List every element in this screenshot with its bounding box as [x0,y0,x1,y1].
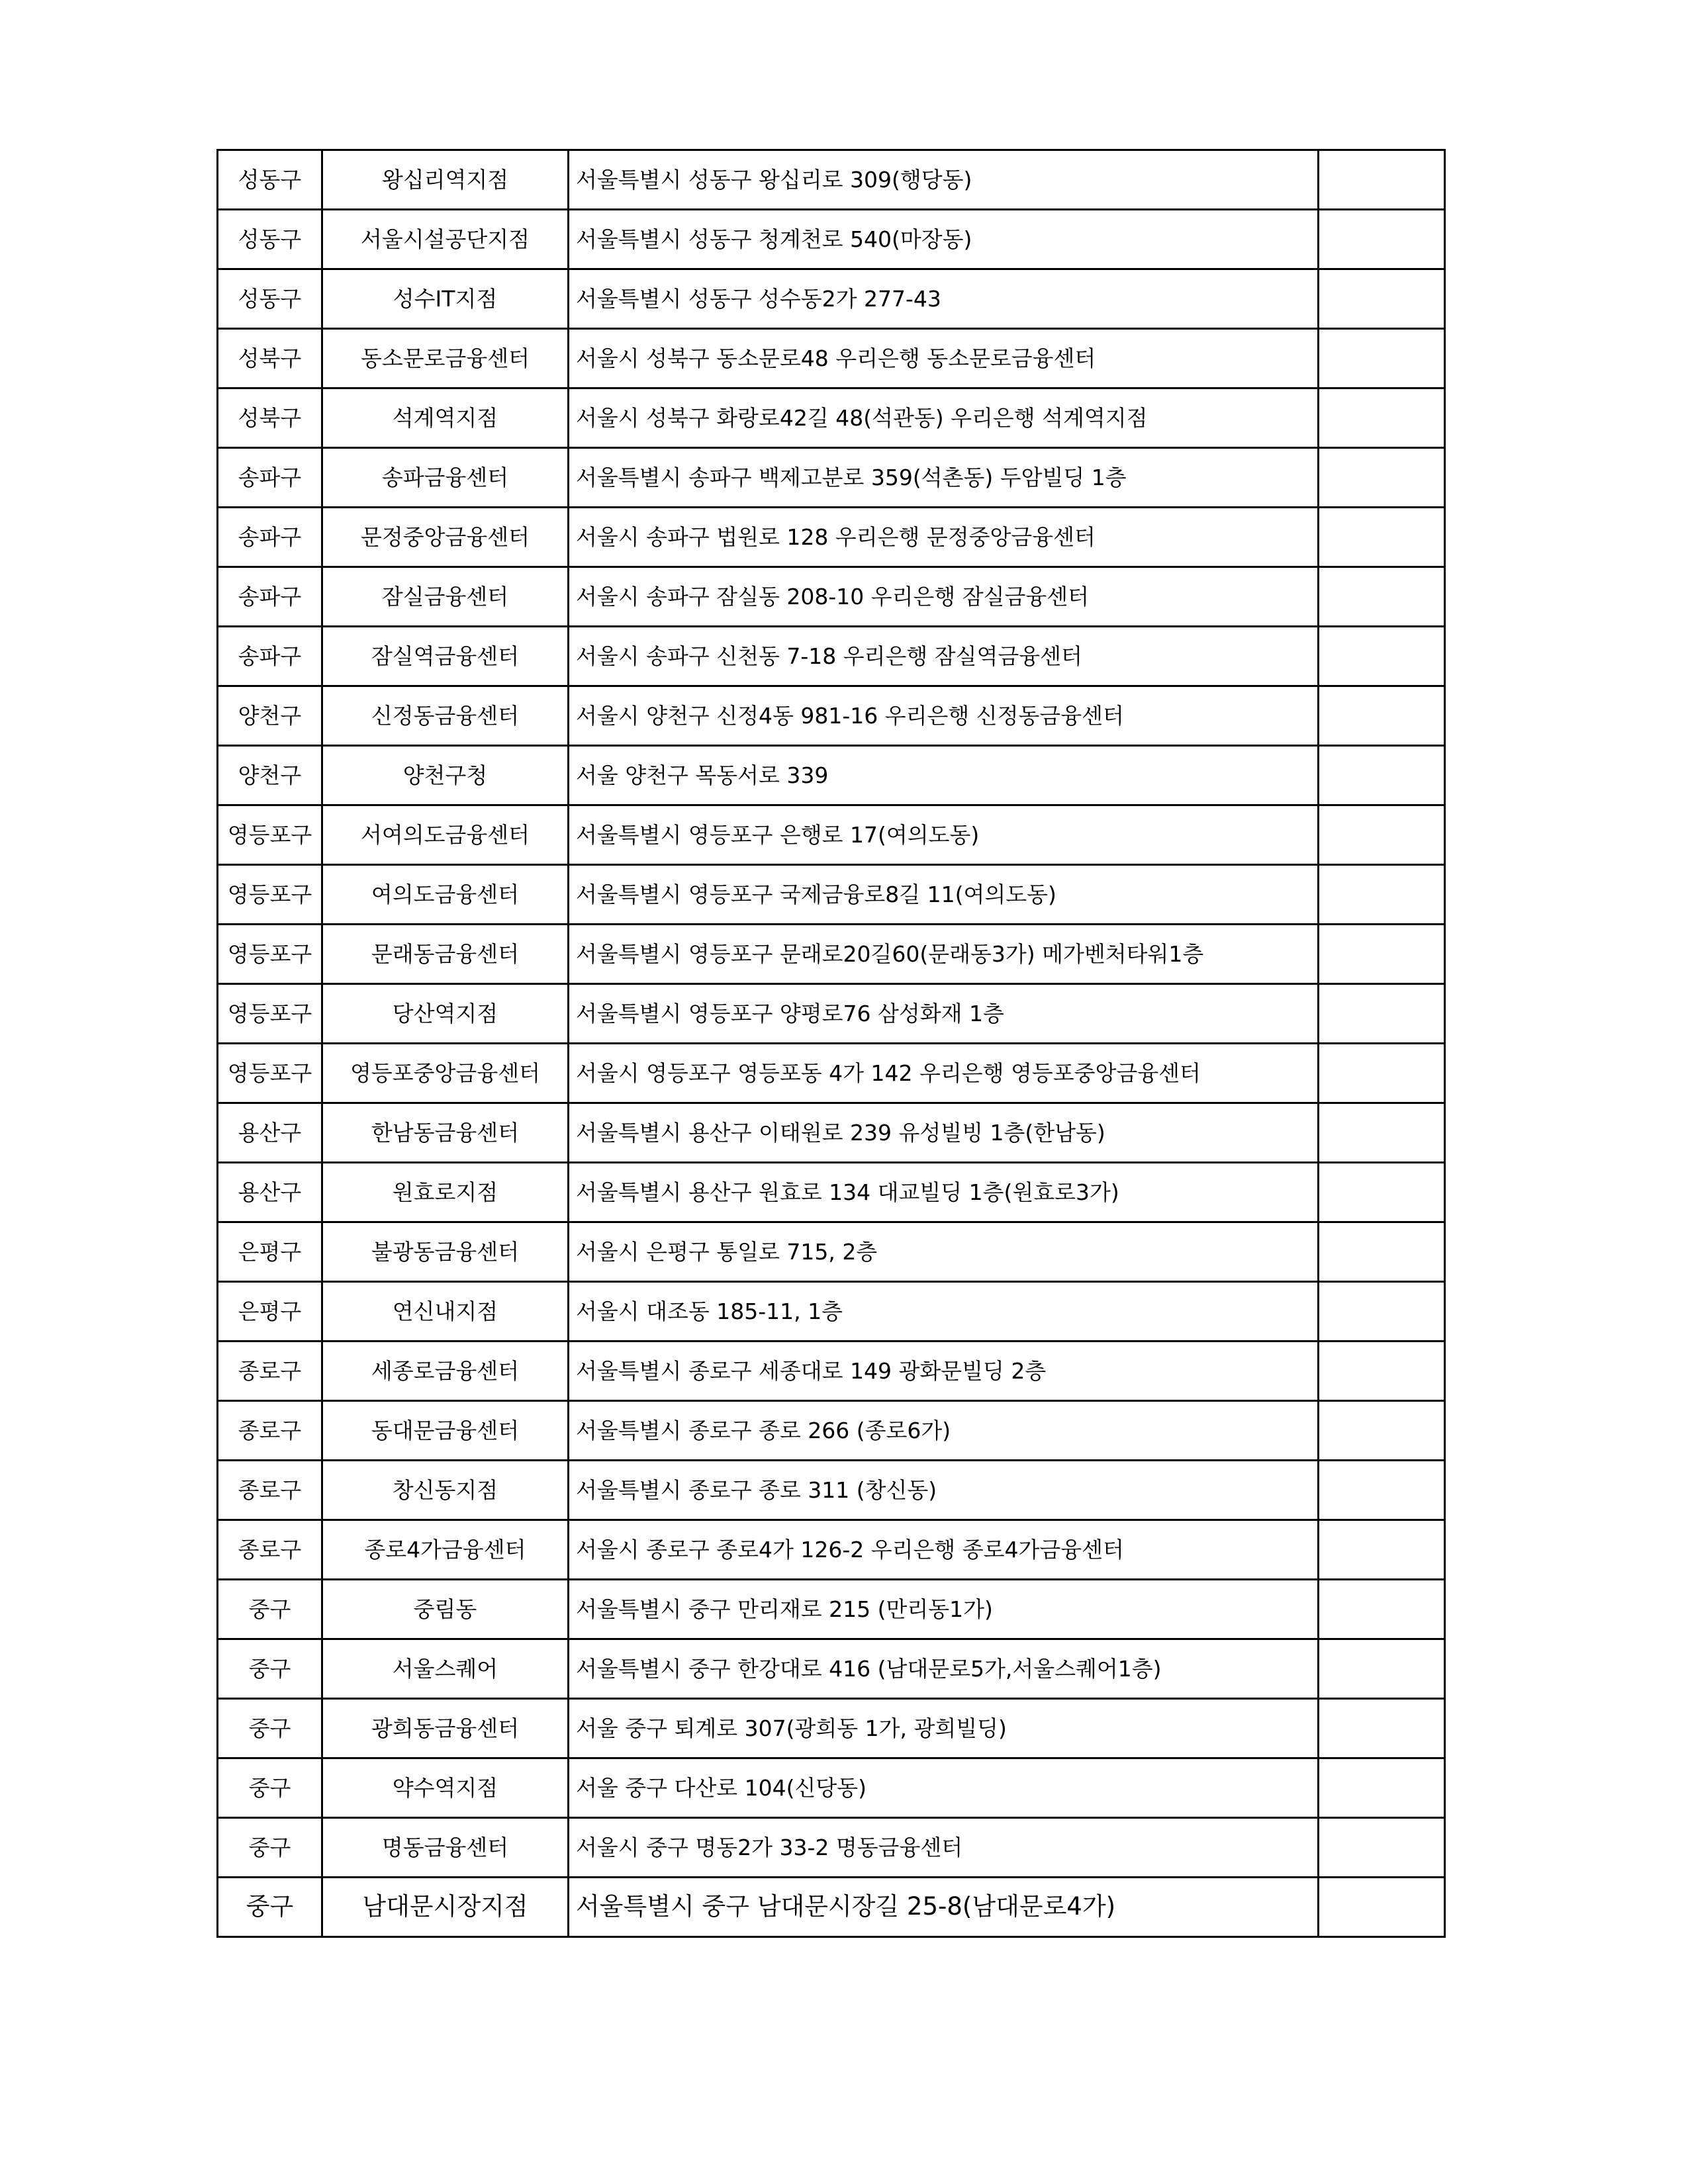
address-cell: 서울특별시 종로구 세종대로 149 광화문빌딩 2층 [569,1342,1319,1401]
note-cell [1319,388,1445,448]
note-cell [1319,984,1445,1044]
address-cell: 서울시 양천구 신정4동 981-16 우리은행 신정동금융센터 [569,686,1319,746]
note-cell [1319,329,1445,388]
district-cell: 양천구 [218,746,322,805]
note-cell [1319,1580,1445,1639]
note-cell [1319,1222,1445,1282]
branch-name-cell: 잠실역금융센터 [322,627,569,686]
branch-name-cell: 양천구청 [322,746,569,805]
district-cell: 성동구 [218,210,322,269]
district-cell: 종로구 [218,1520,322,1580]
table-row [218,1818,1445,1878]
branch-name-cell: 광희동금융센터 [322,1699,569,1758]
table-row [218,1163,1445,1222]
district-cell: 송파구 [218,448,322,508]
branch-name-cell: 성수IT지점 [322,269,569,329]
branch-name-cell: 서여의도금융센터 [322,805,569,865]
table-row [218,1103,1445,1163]
table-row [218,1461,1445,1520]
branch-name-cell: 서울스퀘어 [322,1639,569,1699]
table-row [218,448,1445,508]
address-cell: 서울시 영등포구 영등포동 4가 142 우리은행 영등포중앙금융센터 [569,1044,1319,1103]
table-row [218,925,1445,984]
note-cell [1319,925,1445,984]
address-cell: 서울 중구 퇴계로 307(광희동 1가, 광희빌딩) [569,1699,1319,1758]
address-cell: 서울특별시 영등포구 문래로20길60(문래동3가) 메가벤처타워1층 [569,925,1319,984]
note-cell [1319,627,1445,686]
table-row [218,150,1445,210]
branch-name-cell: 종로4가금융센터 [322,1520,569,1580]
district-cell: 중구 [218,1878,322,1937]
branch-name-cell: 신정동금융센터 [322,686,569,746]
table-row [218,1520,1445,1580]
address-cell: 서울시 성북구 동소문로48 우리은행 동소문로금융센터 [569,329,1319,388]
table-row [218,1044,1445,1103]
table-row [218,865,1445,925]
branch-name-cell: 원효로지점 [322,1163,569,1222]
district-cell: 영등포구 [218,865,322,925]
branch-name-cell: 창신동지점 [322,1461,569,1520]
note-cell [1319,686,1445,746]
table-row [218,746,1445,805]
note-cell [1319,1878,1445,1937]
table-row [218,1639,1445,1699]
district-cell: 종로구 [218,1461,322,1520]
table-row [218,210,1445,269]
branch-name-cell: 연신내지점 [322,1282,569,1342]
table-row [218,686,1445,746]
address-cell: 서울특별시 성동구 청계천로 540(마장동) [569,210,1319,269]
table-row [218,269,1445,329]
branch-name-cell: 중림동 [322,1580,569,1639]
table-row [218,1282,1445,1342]
branch-name-cell: 문래동금융센터 [322,925,569,984]
district-cell: 중구 [218,1818,322,1878]
district-cell: 영등포구 [218,984,322,1044]
district-cell: 성동구 [218,150,322,210]
table-row [218,1878,1445,1937]
address-cell: 서울특별시 종로구 종로 266 (종로6가) [569,1401,1319,1461]
address-cell: 서울시 대조동 185-11, 1층 [569,1282,1319,1342]
district-cell: 성북구 [218,388,322,448]
branch-name-cell: 세종로금융센터 [322,1342,569,1401]
note-cell [1319,1282,1445,1342]
note-cell [1319,1639,1445,1699]
table-row [218,388,1445,448]
address-cell: 서울특별시 중구 남대문시장길 25-8(남대문로4가) [569,1878,1319,1937]
branch-name-cell: 서울시설공단지점 [322,210,569,269]
branch-name-cell: 왕십리역지점 [322,150,569,210]
note-cell [1319,1520,1445,1580]
address-cell: 서울특별시 성동구 성수동2가 277-43 [569,269,1319,329]
district-cell: 성동구 [218,269,322,329]
note-cell [1319,1699,1445,1758]
branch-name-cell: 동소문로금융센터 [322,329,569,388]
table-row [218,508,1445,567]
district-cell: 송파구 [218,627,322,686]
address-cell: 서울시 송파구 잠실동 208-10 우리은행 잠실금융센터 [569,567,1319,627]
note-cell [1319,1758,1445,1818]
branch-name-cell: 동대문금융센터 [322,1401,569,1461]
district-cell: 영등포구 [218,805,322,865]
note-cell [1319,805,1445,865]
branch-name-cell: 여의도금융센터 [322,865,569,925]
note-cell [1319,746,1445,805]
table-row [218,1580,1445,1639]
branch-name-cell: 잠실금융센터 [322,567,569,627]
address-cell: 서울특별시 용산구 원효로 134 대교빌딩 1층(원효로3가) [569,1163,1319,1222]
note-cell [1319,1103,1445,1163]
table-row [218,984,1445,1044]
district-cell: 중구 [218,1699,322,1758]
district-cell: 종로구 [218,1401,322,1461]
district-cell: 중구 [218,1580,322,1639]
district-cell: 종로구 [218,1342,322,1401]
branch-name-cell: 불광동금융센터 [322,1222,569,1282]
address-cell: 서울특별시 송파구 백제고분로 359(석촌동) 두암빌딩 1층 [569,448,1319,508]
branch-name-cell: 문정중앙금융센터 [322,508,569,567]
address-cell: 서울시 중구 명동2가 33-2 명동금융센터 [569,1818,1319,1878]
table-row [218,1401,1445,1461]
table-row [218,329,1445,388]
address-cell: 서울특별시 영등포구 은행로 17(여의도동) [569,805,1319,865]
table-row [218,1758,1445,1818]
district-cell: 영등포구 [218,925,322,984]
branch-address-table [216,149,1446,1938]
district-cell: 송파구 [218,567,322,627]
district-cell: 양천구 [218,686,322,746]
note-cell [1319,150,1445,210]
district-cell: 은평구 [218,1222,322,1282]
note-cell [1319,1401,1445,1461]
address-cell: 서울특별시 영등포구 양평로76 삼성화재 1층 [569,984,1319,1044]
branch-name-cell: 남대문시장지점 [322,1878,569,1937]
note-cell [1319,508,1445,567]
note-cell [1319,1044,1445,1103]
branch-name-cell: 영등포중앙금융센터 [322,1044,569,1103]
branch-name-cell: 한남동금융센터 [322,1103,569,1163]
note-cell [1319,1461,1445,1520]
note-cell [1319,567,1445,627]
table-row [218,567,1445,627]
table-row [218,1342,1445,1401]
address-cell: 서울특별시 중구 만리재로 215 (만리동1가) [569,1580,1319,1639]
branch-name-cell: 송파금융센터 [322,448,569,508]
table-body [218,150,1445,1937]
branch-name-cell: 명동금융센터 [322,1818,569,1878]
address-cell: 서울특별시 용산구 이태원로 239 유성빌빙 1층(한남동) [569,1103,1319,1163]
address-cell: 서울시 성북구 화랑로42길 48(석관동) 우리은행 석계역지점 [569,388,1319,448]
address-cell: 서울 중구 다산로 104(신당동) [569,1758,1319,1818]
note-cell [1319,448,1445,508]
table-row [218,627,1445,686]
note-cell [1319,1818,1445,1878]
address-cell: 서울시 은평구 통일로 715, 2층 [569,1222,1319,1282]
district-cell: 중구 [218,1639,322,1699]
district-cell: 성북구 [218,329,322,388]
branch-name-cell: 석계역지점 [322,388,569,448]
note-cell [1319,210,1445,269]
note-cell [1319,865,1445,925]
table-row [218,1222,1445,1282]
table-row [218,1699,1445,1758]
address-cell: 서울특별시 성동구 왕십리로 309(행당동) [569,150,1319,210]
address-cell: 서울시 송파구 신천동 7-18 우리은행 잠실역금융센터 [569,627,1319,686]
address-cell: 서울특별시 중구 한강대로 416 (남대문로5가,서울스퀘어1층) [569,1639,1319,1699]
address-cell: 서울 양천구 목동서로 339 [569,746,1319,805]
address-cell: 서울시 종로구 종로4가 126-2 우리은행 종로4가금융센터 [569,1520,1319,1580]
branch-name-cell: 약수역지점 [322,1758,569,1818]
address-cell: 서울특별시 영등포구 국제금융로8길 11(여의도동) [569,865,1319,925]
address-cell: 서울시 송파구 법원로 128 우리은행 문정중앙금융센터 [569,508,1319,567]
district-cell: 용산구 [218,1163,322,1222]
district-cell: 송파구 [218,508,322,567]
district-cell: 영등포구 [218,1044,322,1103]
address-cell: 서울특별시 종로구 종로 311 (창신동) [569,1461,1319,1520]
district-cell: 중구 [218,1758,322,1818]
branch-name-cell: 당산역지점 [322,984,569,1044]
note-cell [1319,1163,1445,1222]
district-cell: 은평구 [218,1282,322,1342]
district-cell: 용산구 [218,1103,322,1163]
note-cell [1319,269,1445,329]
note-cell [1319,1342,1445,1401]
table-row [218,805,1445,865]
